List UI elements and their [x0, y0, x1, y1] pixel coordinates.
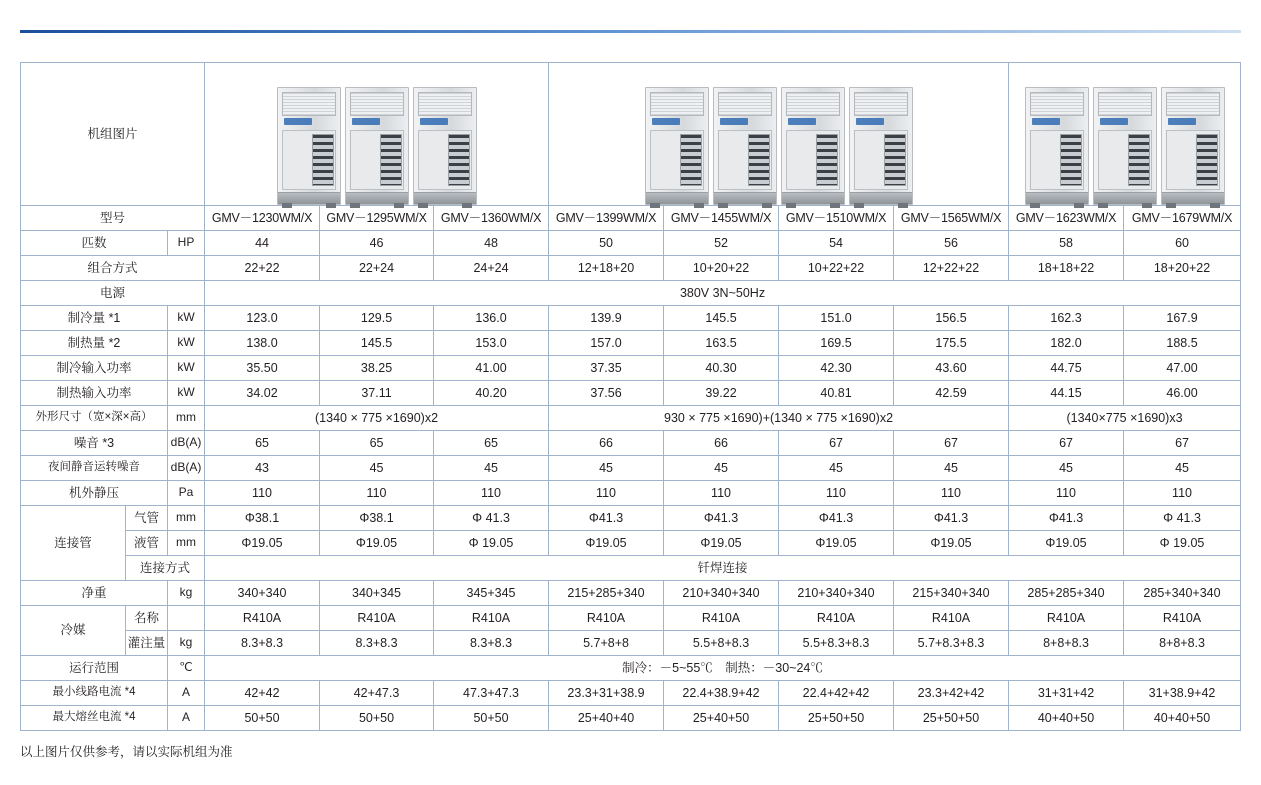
cell-esp-9: 110	[1124, 481, 1241, 506]
table-row-min-circuit-current	[21, 681, 1241, 706]
cell-cooling-input-9: 47.00	[1124, 356, 1241, 381]
outdoor-unit-icon	[781, 87, 845, 205]
cell-combination-9: 18+20+22	[1124, 256, 1241, 281]
cell-net-weight-4: 215+285+340	[549, 581, 664, 606]
row-label-cooling-capacity: 制冷量 *1	[21, 306, 168, 331]
cell-noise-8: 67	[1009, 431, 1124, 456]
row-unit-max-fuse-current: A	[168, 706, 205, 731]
cell-min-current-4: 23.3+31+38.9	[549, 681, 664, 706]
row-unit-net-weight: kg	[168, 581, 205, 606]
cell-dimensions-group-2: 930 × 775 ×1690)+(1340 × 775 ×1690)x2	[549, 406, 1009, 431]
cell-gas-pipe-9: Φ 41.3	[1124, 506, 1241, 531]
cell-cooling-capacity-9: 167.9	[1124, 306, 1241, 331]
cell-heating-capacity-2: 145.5	[320, 331, 434, 356]
table-row-noise	[21, 431, 1241, 456]
spec-sheet	[20, 62, 1240, 731]
row-label-heating-input: 制热输入功率	[21, 381, 168, 406]
cell-heating-input-3: 40.20	[434, 381, 549, 406]
cell-heating-capacity-1: 138.0	[205, 331, 320, 356]
row-unit-gas-pipe: mm	[168, 506, 205, 531]
cell-noise-1: 65	[205, 431, 320, 456]
cell-heating-capacity-5: 163.5	[664, 331, 779, 356]
table-row-max-fuse-current	[21, 706, 1241, 731]
table-row-pictures	[21, 63, 1241, 206]
cell-night-noise-7: 45	[894, 456, 1009, 481]
table-row-net-weight	[21, 581, 1241, 606]
cell-hp-3: 48	[434, 231, 549, 256]
cell-hp-6: 54	[779, 231, 894, 256]
row-label-refrigerant-charge: 灌注量	[126, 631, 168, 656]
cell-refrigerant-charge-2: 8.3+8.3	[320, 631, 434, 656]
cell-night-noise-9: 45	[1124, 456, 1241, 481]
row-label-hp: 匹数	[21, 231, 168, 256]
row-unit-operating-range: ℃	[168, 656, 205, 681]
cell-model-8: GMV－1623WM/X	[1009, 206, 1124, 231]
cell-noise-2: 65	[320, 431, 434, 456]
row-unit-min-circuit-current: A	[168, 681, 205, 706]
table-row-heating-capacity	[21, 331, 1241, 356]
row-label-combination: 组合方式	[21, 256, 205, 281]
row-label-refrigerant-name: 名称	[126, 606, 168, 631]
cell-noise-9: 67	[1124, 431, 1241, 456]
cell-liquid-pipe-5: Φ19.05	[664, 531, 779, 556]
cell-min-current-3: 47.3+47.3	[434, 681, 549, 706]
cell-combination-4: 12+18+20	[549, 256, 664, 281]
table-row-cooling-capacity	[21, 306, 1241, 331]
cell-hp-9: 60	[1124, 231, 1241, 256]
cell-refrigerant-name-3: R410A	[434, 606, 549, 631]
cell-cooling-capacity-1: 123.0	[205, 306, 320, 331]
cell-gas-pipe-2: Φ38.1	[320, 506, 434, 531]
row-unit-heating-capacity: kW	[168, 331, 205, 356]
cell-gas-pipe-5: Φ41.3	[664, 506, 779, 531]
row-unit-cooling-input: kW	[168, 356, 205, 381]
cell-operating-range-value: 制冷：－5~55℃ 制热：－30~24℃	[205, 656, 1241, 681]
cell-hp-1: 44	[205, 231, 320, 256]
cell-cooling-capacity-3: 136.0	[434, 306, 549, 331]
table-row-dimensions	[21, 406, 1241, 431]
cell-net-weight-2: 340+345	[320, 581, 434, 606]
cell-net-weight-8: 285+285+340	[1009, 581, 1124, 606]
cell-noise-5: 66	[664, 431, 779, 456]
cell-combination-8: 18+18+22	[1009, 256, 1124, 281]
row-unit-heating-input: kW	[168, 381, 205, 406]
outdoor-unit-icon	[713, 87, 777, 205]
row-label-model: 型号	[21, 206, 205, 231]
cell-esp-4: 110	[549, 481, 664, 506]
cell-max-fuse-1: 50+50	[205, 706, 320, 731]
cell-noise-4: 66	[549, 431, 664, 456]
cell-net-weight-9: 285+340+340	[1124, 581, 1241, 606]
unit-photo-group-1	[205, 63, 549, 206]
cell-noise-6: 67	[779, 431, 894, 456]
cell-heating-input-8: 44.15	[1009, 381, 1124, 406]
table-row-refrigerant-name	[21, 606, 1241, 631]
cell-cooling-capacity-4: 139.9	[549, 306, 664, 331]
outdoor-unit-icon	[1093, 87, 1157, 205]
table-row-model	[21, 206, 1241, 231]
row-unit-external-static-pressure: Pa	[168, 481, 205, 506]
cell-combination-7: 12+22+22	[894, 256, 1009, 281]
cell-hp-7: 56	[894, 231, 1009, 256]
row-label-net-weight: 净重	[21, 581, 168, 606]
cell-max-fuse-4: 25+40+40	[549, 706, 664, 731]
cell-liquid-pipe-8: Φ19.05	[1009, 531, 1124, 556]
cell-cooling-capacity-5: 145.5	[664, 306, 779, 331]
cell-dimensions-group-3: (1340×775 ×1690)x3	[1009, 406, 1241, 431]
cell-dimensions-group-1: (1340 × 775 ×1690)x2	[205, 406, 549, 431]
outdoor-unit-icon	[849, 87, 913, 205]
cell-combination-6: 10+22+22	[779, 256, 894, 281]
cell-min-current-8: 31+31+42	[1009, 681, 1124, 706]
cell-heating-input-5: 39.22	[664, 381, 779, 406]
cell-max-fuse-7: 25+50+50	[894, 706, 1009, 731]
cell-night-noise-1: 43	[205, 456, 320, 481]
cell-liquid-pipe-2: Φ19.05	[320, 531, 434, 556]
table-row-heating-input	[21, 381, 1241, 406]
outdoor-unit-icon	[1161, 87, 1225, 205]
cell-cooling-capacity-8: 162.3	[1009, 306, 1124, 331]
outdoor-unit-icon	[645, 87, 709, 205]
cell-model-1: GMV－1230WM/X	[205, 206, 320, 231]
row-unit-refrigerant-charge: kg	[168, 631, 205, 656]
cell-esp-1: 110	[205, 481, 320, 506]
cell-max-fuse-6: 25+50+50	[779, 706, 894, 731]
cell-heating-input-2: 37.11	[320, 381, 434, 406]
row-label-picture: 机组图片	[21, 63, 205, 206]
cell-refrigerant-charge-8: 8+8+8.3	[1009, 631, 1124, 656]
cell-liquid-pipe-3: Φ 19.05	[434, 531, 549, 556]
cell-heating-capacity-4: 157.0	[549, 331, 664, 356]
cell-cooling-input-5: 40.30	[664, 356, 779, 381]
table-row-night-quiet-noise	[21, 456, 1241, 481]
cell-net-weight-1: 340+340	[205, 581, 320, 606]
outdoor-unit-icon	[413, 87, 477, 205]
cell-min-current-2: 42+47.3	[320, 681, 434, 706]
cell-heating-input-9: 46.00	[1124, 381, 1241, 406]
row-label-dimensions: 外形尺寸（宽×深×高）	[21, 406, 168, 431]
cell-model-7: GMV－1565WM/X	[894, 206, 1009, 231]
cell-refrigerant-name-5: R410A	[664, 606, 779, 631]
cell-cooling-input-1: 35.50	[205, 356, 320, 381]
cell-gas-pipe-8: Φ41.3	[1009, 506, 1124, 531]
row-label-gas-pipe: 气管	[126, 506, 168, 531]
cell-liquid-pipe-7: Φ19.05	[894, 531, 1009, 556]
cell-heating-input-1: 34.02	[205, 381, 320, 406]
cell-night-noise-6: 45	[779, 456, 894, 481]
cell-min-current-6: 22.4+42+42	[779, 681, 894, 706]
table-row-hp	[21, 231, 1241, 256]
cell-heating-input-7: 42.59	[894, 381, 1009, 406]
cell-model-5: GMV－1455WM/X	[664, 206, 779, 231]
row-unit-refrigerant-name	[168, 606, 205, 631]
row-unit-hp: HP	[168, 231, 205, 256]
cell-refrigerant-charge-9: 8+8+8.3	[1124, 631, 1241, 656]
outdoor-unit-icon	[345, 87, 409, 205]
cell-hp-8: 58	[1009, 231, 1124, 256]
cell-esp-7: 110	[894, 481, 1009, 506]
cell-liquid-pipe-9: Φ 19.05	[1124, 531, 1241, 556]
cell-night-noise-5: 45	[664, 456, 779, 481]
table-row-power-supply	[21, 281, 1241, 306]
table-row-liquid-pipe	[21, 531, 1241, 556]
outdoor-unit-icon	[1025, 87, 1089, 205]
cell-refrigerant-charge-4: 5.7+8+8	[549, 631, 664, 656]
table-row-cooling-input	[21, 356, 1241, 381]
row-unit-night-quiet-noise: dB(A)	[168, 456, 205, 481]
cell-refrigerant-name-8: R410A	[1009, 606, 1124, 631]
row-label-connection-pipe: 连接管	[21, 506, 126, 581]
cell-esp-8: 110	[1009, 481, 1124, 506]
cell-refrigerant-name-1: R410A	[205, 606, 320, 631]
cell-cooling-input-4: 37.35	[549, 356, 664, 381]
cell-cooling-input-6: 42.30	[779, 356, 894, 381]
cell-liquid-pipe-1: Φ19.05	[205, 531, 320, 556]
unit-photo-group-3	[1009, 63, 1241, 206]
cell-net-weight-3: 345+345	[434, 581, 549, 606]
row-label-external-static-pressure: 机外静压	[21, 481, 168, 506]
cell-max-fuse-5: 25+40+50	[664, 706, 779, 731]
cell-hp-5: 52	[664, 231, 779, 256]
row-label-power-supply: 电源	[21, 281, 205, 306]
cell-heating-input-6: 40.81	[779, 381, 894, 406]
cell-gas-pipe-6: Φ41.3	[779, 506, 894, 531]
cell-min-current-9: 31+38.9+42	[1124, 681, 1241, 706]
cell-gas-pipe-3: Φ 41.3	[434, 506, 549, 531]
cell-power-supply-value: 380V 3N~50Hz	[205, 281, 1241, 306]
cell-hp-4: 50	[549, 231, 664, 256]
cell-min-current-1: 42+42	[205, 681, 320, 706]
row-label-max-fuse-current: 最大熔丝电流 *4	[21, 706, 168, 731]
cell-max-fuse-8: 40+40+50	[1009, 706, 1124, 731]
cell-model-9: GMV－1679WM/X	[1124, 206, 1241, 231]
cell-refrigerant-charge-3: 8.3+8.3	[434, 631, 549, 656]
cell-combination-2: 22+24	[320, 256, 434, 281]
cell-model-6: GMV－1510WM/X	[779, 206, 894, 231]
cell-heating-input-4: 37.56	[549, 381, 664, 406]
cell-combination-5: 10+20+22	[664, 256, 779, 281]
cell-model-3: GMV－1360WM/X	[434, 206, 549, 231]
cell-gas-pipe-4: Φ41.3	[549, 506, 664, 531]
table-row-external-static-pressure	[21, 481, 1241, 506]
cell-refrigerant-name-7: R410A	[894, 606, 1009, 631]
cell-heating-capacity-8: 182.0	[1009, 331, 1124, 356]
table-row-combination	[21, 256, 1241, 281]
cell-net-weight-6: 210+340+340	[779, 581, 894, 606]
cell-max-fuse-3: 50+50	[434, 706, 549, 731]
unit-photo-group-2	[549, 63, 1009, 206]
row-label-night-quiet-noise: 夜间静音运转噪音	[21, 456, 168, 481]
cell-refrigerant-name-9: R410A	[1124, 606, 1241, 631]
row-label-liquid-pipe: 液管	[126, 531, 168, 556]
cell-heating-capacity-6: 169.5	[779, 331, 894, 356]
row-unit-dimensions: mm	[168, 406, 205, 431]
table-row-operating-range	[21, 656, 1241, 681]
outdoor-unit-icon	[277, 87, 341, 205]
row-label-refrigerant: 冷媒	[21, 606, 126, 656]
cell-heating-capacity-7: 175.5	[894, 331, 1009, 356]
row-label-heating-capacity: 制热量 *2	[21, 331, 168, 356]
cell-cooling-input-7: 43.60	[894, 356, 1009, 381]
cell-min-current-7: 23.3+42+42	[894, 681, 1009, 706]
cell-gas-pipe-1: Φ38.1	[205, 506, 320, 531]
cell-noise-7: 67	[894, 431, 1009, 456]
cell-esp-3: 110	[434, 481, 549, 506]
cell-cooling-input-2: 38.25	[320, 356, 434, 381]
cell-refrigerant-charge-6: 5.5+8.3+8.3	[779, 631, 894, 656]
cell-min-current-5: 22.4+38.9+42	[664, 681, 779, 706]
specification-table	[20, 62, 1241, 731]
cell-cooling-input-3: 41.00	[434, 356, 549, 381]
cell-refrigerant-name-6: R410A	[779, 606, 894, 631]
cell-refrigerant-charge-5: 5.5+8+8.3	[664, 631, 779, 656]
cell-liquid-pipe-6: Φ19.05	[779, 531, 894, 556]
cell-noise-3: 65	[434, 431, 549, 456]
row-unit-liquid-pipe: mm	[168, 531, 205, 556]
cell-cooling-capacity-6: 151.0	[779, 306, 894, 331]
cell-heating-capacity-9: 188.5	[1124, 331, 1241, 356]
cell-night-noise-2: 45	[320, 456, 434, 481]
cell-hp-2: 46	[320, 231, 434, 256]
cell-model-4: GMV－1399WM/X	[549, 206, 664, 231]
cell-esp-5: 110	[664, 481, 779, 506]
cell-refrigerant-name-2: R410A	[320, 606, 434, 631]
header-rule	[20, 30, 1241, 33]
cell-cooling-capacity-2: 129.5	[320, 306, 434, 331]
row-label-noise: 噪音 *3	[21, 431, 168, 456]
cell-max-fuse-2: 50+50	[320, 706, 434, 731]
table-row-gas-pipe	[21, 506, 1241, 531]
cell-max-fuse-9: 40+40+50	[1124, 706, 1241, 731]
row-label-connection-method: 连接方式	[126, 556, 205, 581]
row-unit-cooling-capacity: kW	[168, 306, 205, 331]
cell-refrigerant-charge-1: 8.3+8.3	[205, 631, 320, 656]
cell-esp-2: 110	[320, 481, 434, 506]
row-label-min-circuit-current: 最小线路电流 *4	[21, 681, 168, 706]
cell-refrigerant-charge-7: 5.7+8.3+8.3	[894, 631, 1009, 656]
row-label-cooling-input: 制冷输入功率	[21, 356, 168, 381]
cell-combination-3: 24+24	[434, 256, 549, 281]
cell-esp-6: 110	[779, 481, 894, 506]
cell-night-noise-4: 45	[549, 456, 664, 481]
cell-refrigerant-name-4: R410A	[549, 606, 664, 631]
cell-cooling-input-8: 44.75	[1009, 356, 1124, 381]
cell-night-noise-8: 45	[1009, 456, 1124, 481]
cell-net-weight-5: 210+340+340	[664, 581, 779, 606]
table-row-connection-method	[21, 556, 1241, 581]
row-label-operating-range: 运行范围	[21, 656, 168, 681]
cell-combination-1: 22+22	[205, 256, 320, 281]
footnote: 以上图片仅供参考，请以实际机组为准	[20, 745, 233, 759]
cell-model-2: GMV－1295WM/X	[320, 206, 434, 231]
cell-liquid-pipe-4: Φ19.05	[549, 531, 664, 556]
table-row-refrigerant-charge	[21, 631, 1241, 656]
cell-connection-method-value: 钎焊连接	[205, 556, 1241, 581]
cell-cooling-capacity-7: 156.5	[894, 306, 1009, 331]
cell-night-noise-3: 45	[434, 456, 549, 481]
cell-heating-capacity-3: 153.0	[434, 331, 549, 356]
cell-net-weight-7: 215+340+340	[894, 581, 1009, 606]
row-unit-noise: dB(A)	[168, 431, 205, 456]
cell-gas-pipe-7: Φ41.3	[894, 506, 1009, 531]
